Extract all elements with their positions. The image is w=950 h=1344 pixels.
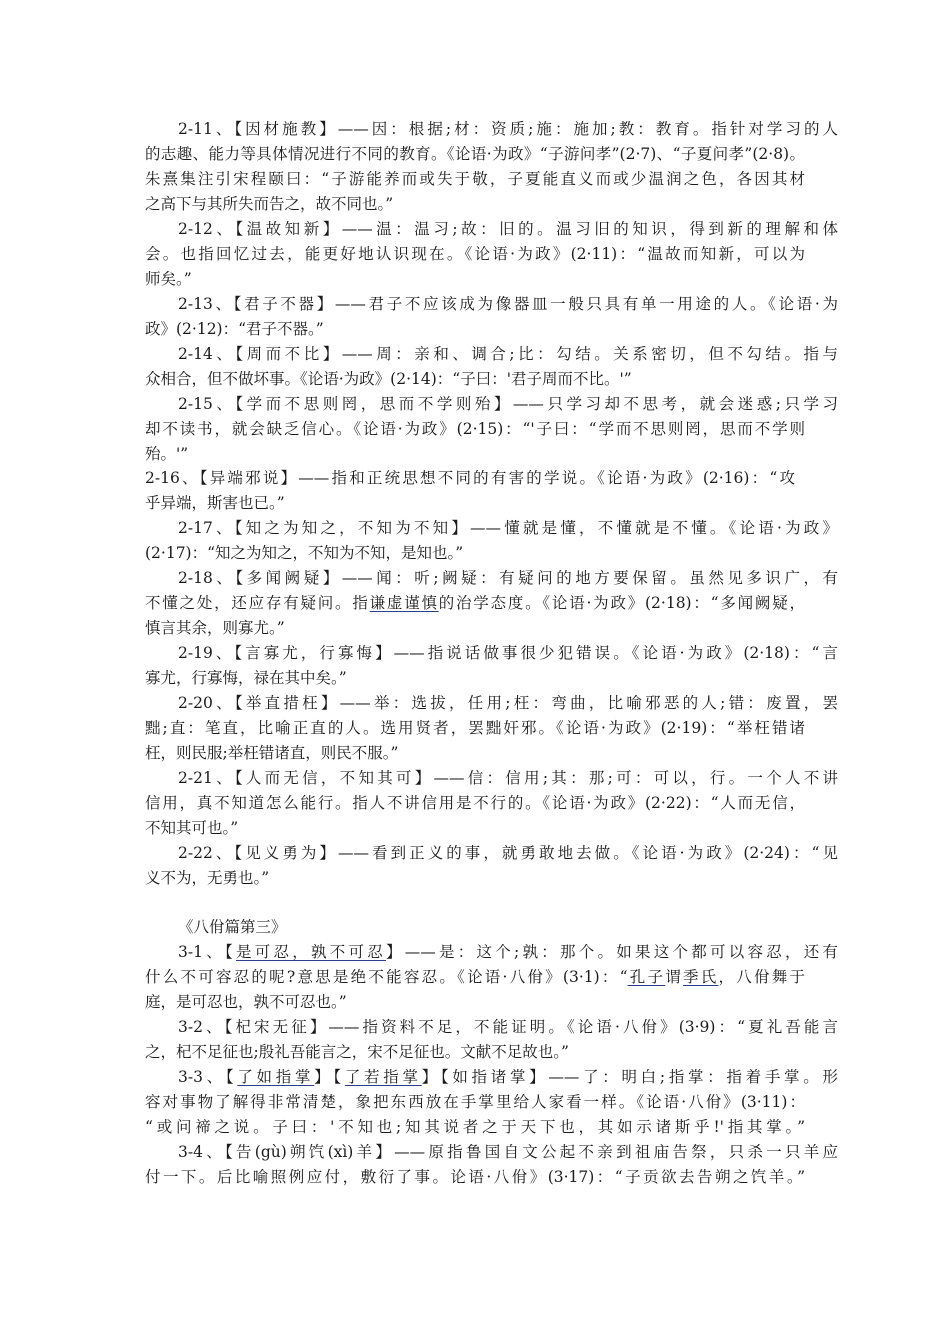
text-line (145, 144, 805, 164)
text-line (178, 219, 838, 239)
link-text[interactable]: 了若指掌 (344, 1068, 422, 1086)
text-line (178, 394, 838, 414)
line-text: 2-11、【因材施教】——因：根据;材：资质;施：施加;教：教育。指针对学习的人 (178, 120, 838, 138)
line-text: 政》(2·12)：“君子不器。” (145, 320, 324, 338)
line-text: 3-4、【告(gù)朔饩(xì)羊】——原指鲁国自文公起不亲到祖庙告祭，只杀一只羊应 (178, 1143, 838, 1161)
line-text: 2-18、【多闻阙疑】——闻：听;阙疑：有疑问的地方要保留。虽然见多识广，有 (178, 569, 838, 587)
line-text: 慎言其余，则寡尤。” (145, 619, 285, 637)
line-text: 2-21、【人而无信，不知其可】——信：信用;其：那;可：可以，行。一个人不讲 (178, 769, 838, 787)
text-line (178, 917, 287, 937)
text-line (145, 967, 805, 987)
text-line (178, 942, 838, 962)
line-text: 《八佾篇第三》 (178, 918, 287, 936)
text-line (145, 793, 805, 813)
text-line (178, 693, 838, 713)
line-text: 黜;直：笔直，比喻正直的人。选用贤者，罢黜奸邪。《论语·为政》(2·19)：“举枉错诸 (145, 719, 805, 737)
text-line (145, 543, 463, 563)
text-line (145, 269, 192, 289)
text-line (145, 1042, 569, 1062)
line-text: 会。也指回忆过去，能更好地认识现在。《论语·为政》(2·11)：“温故而知新，可以为 (145, 245, 805, 263)
text-line (178, 119, 838, 139)
text-line (145, 444, 188, 464)
link-text[interactable]: 季氏 (683, 968, 719, 986)
line-text: ，八佾舞于 (718, 968, 805, 986)
text-line (145, 1117, 805, 1137)
line-text: 3-3、【 (178, 1068, 238, 1086)
text-line (145, 319, 324, 339)
link-text[interactable]: 是可忍，孰不可忍 (235, 943, 386, 961)
line-text: 寡尤，行寡悔，禄在其中矣。” (145, 669, 347, 687)
text-line (145, 1167, 805, 1187)
text-line (145, 818, 238, 838)
line-text: 3-2、【杞宋无征】——指资料不足，不能证明。《论语·八佾》(3·9)：“夏礼吾能言 (178, 1018, 838, 1036)
link-text[interactable]: 谦虚谨慎 (369, 594, 439, 612)
line-text: 枉，则民服;举枉错诸直，则民不服。” (145, 744, 399, 762)
text-line (178, 1142, 838, 1162)
line-text: 的志趣、能力等具体情况进行不同的教育。《论语·为政》“子游问孝”(2·7)、“子夏问孝”(2·8)。 (145, 145, 805, 163)
text-line (145, 992, 347, 1012)
text-line (145, 743, 398, 763)
text-line (178, 768, 838, 788)
line-text: 】【 (314, 1068, 345, 1086)
text-line (145, 618, 285, 638)
text-line (145, 369, 632, 389)
line-text: 2-12、【温故知新】——温：温习;故：旧的。温习旧的知识，得到新的理解和体 (178, 220, 838, 238)
line-text: 容对事物了解得非常清楚，象把东西放在手掌里给人家看一样。《论语·八佾》(3·11)： (145, 1093, 805, 1111)
line-text: 却不读书，就会缺乏信心。《论语·为政》(2·15)：“'子曰：“学而不思则罔，思而不学则 (145, 420, 805, 438)
text-line (145, 194, 393, 214)
line-text: 2-13、【君子不器】——君子不应该成为像器皿一般只具有单一用途的人。《论语·为 (178, 295, 838, 313)
line-text: 3-1、【 (178, 943, 236, 961)
text-line (178, 294, 838, 314)
link-text[interactable]: 了如指掌 (237, 1068, 315, 1086)
line-text: 什么不可容忍的呢?意思是绝不能容忍。《论语·八佾》(3·1)：“ (145, 968, 628, 986)
line-text: 义不为，无勇也。” (145, 869, 270, 887)
line-text: 2-22、【见义勇为】——看到正义的事，就勇敢地去做。《论语·为政》(2·24)：“见 (178, 844, 839, 862)
text-line (145, 244, 805, 264)
line-text: 2-14、【周而不比】——周：亲和、调合;比：勾结。关系密切，但不勾结。指与 (178, 345, 838, 363)
line-text: 乎异端，斯害也已。” (145, 494, 285, 512)
line-text: 2-20、【举直措枉】——举：选拔，任用;枉：弯曲，比喻邪恶的人;错：废置，罢 (178, 694, 838, 712)
line-text: 信用，真不知道怎么能行。指人不讲信用是不行的。《论语·为政》(2·22)：“人而无信， (145, 794, 805, 812)
line-text: 不知其可也。” (145, 819, 239, 837)
line-text: 付一下。后比喻照例应付，敷衍了事。论语·八佾》(3·17)：“子贡欲去告朔之饩羊。” (145, 1168, 805, 1186)
line-text: 2-19、【言寡尤，行寡悔】——指说话做事很少犯错误。《论语·为政》(2·18)：“言 (178, 644, 838, 662)
text-line (178, 1067, 838, 1087)
line-text: “或问禘之说。子曰：'不知也;知其说者之于天下也，其如示诸斯乎!'指其掌。” (145, 1118, 805, 1136)
text-line (145, 718, 805, 738)
text-line (178, 568, 838, 588)
line-text: 2-17、【知之为知之，不知为不知】——懂就是懂，不懂就是不懂。《论语·为政》 (178, 519, 838, 537)
line-text: 】【如指诸掌】——了：明白;指掌：指着手掌。形 (421, 1068, 838, 1086)
line-text: 师矣。” (145, 270, 192, 288)
text-line (145, 419, 805, 439)
text-line (145, 468, 795, 488)
line-text: 2-16、【异端邪说】——指和正统思想不同的有害的学说。《论语·为政》(2·16)：“攻 (145, 469, 795, 487)
text-line (145, 1092, 805, 1112)
line-text: 之高下与其所失而告之，故不同也。” (145, 195, 394, 213)
text-line (178, 344, 838, 364)
text-line (145, 593, 805, 613)
line-text: 朱熹集注引宋程颐曰：“子游能养而或失于敬，子夏能直义而或少温润之色，各因其材 (145, 170, 805, 188)
text-line (145, 668, 347, 688)
line-text: 众相合，但不做坏事。《论语·为政》(2·14)：“子曰：'君子周而不比。'” (145, 370, 632, 388)
text-line (178, 518, 838, 538)
link-text[interactable]: 孔子 (627, 968, 666, 986)
line-text: 不懂之处，还应存有疑问。指 (145, 594, 370, 612)
line-text: (2·17)：“知之为知之，不知为不知，是知也。” (145, 544, 464, 562)
line-text: 的治学态度。《论语·为政》(2·18)：“多闻阙疑， (438, 594, 805, 612)
text-line (178, 643, 838, 663)
line-text: 谓 (665, 968, 684, 986)
text-line (145, 493, 285, 513)
line-text: 之，杞不足征也;殷礼吾能言之，宋不足征也。文献不足故也。” (145, 1043, 569, 1061)
line-text: 庭，是可忍也，孰不可忍也。” (145, 993, 347, 1011)
line-text: 殆。'” (145, 445, 189, 463)
line-text: 】——是：这个;孰：那个。如果这个都可以容忍，还有 (385, 943, 838, 961)
text-line (178, 1017, 838, 1037)
text-line (145, 868, 269, 888)
text-line (145, 169, 805, 189)
text-line (178, 843, 838, 863)
line-text: 2-15、【学而不思则罔，思而不学则殆】——只学习却不思考，就会迷惑;只学习 (178, 395, 838, 413)
